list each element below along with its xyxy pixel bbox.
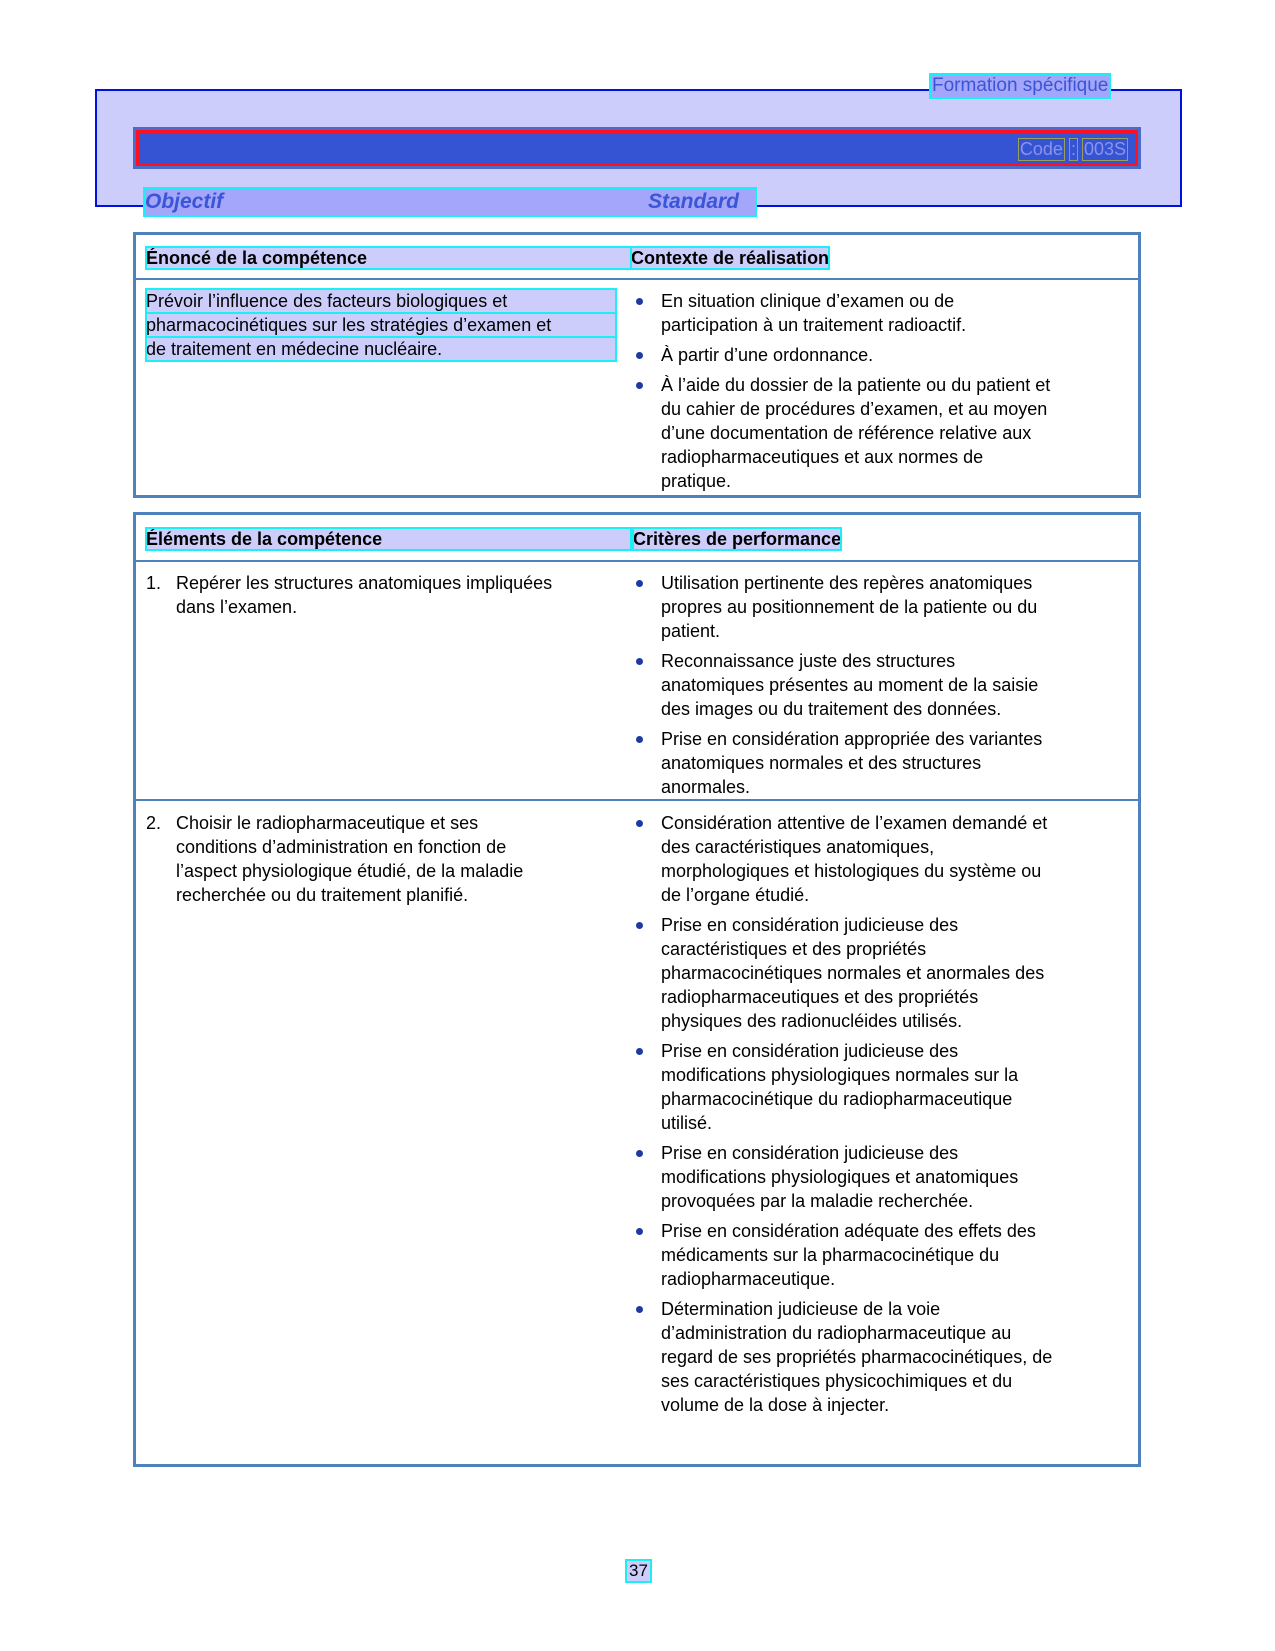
criterion-item <box>631 1039 1116 1135</box>
criterion-line: ses caractéristiques physicochimiques et du <box>661 1371 1013 1391</box>
criterion-line: pharmacocinétique du radiopharmaceutique <box>661 1089 1013 1109</box>
code-separator: : <box>1070 139 1076 159</box>
criterion-line: de l’organe étudié. <box>661 885 810 905</box>
criterion-item <box>631 1297 1116 1417</box>
statement-line: Prévoir l’influence des facteurs biologiques et <box>146 289 616 313</box>
elements-header: Éléments de la compétence <box>146 528 631 550</box>
criterion-line: caractéristiques et des propriétés <box>661 939 927 959</box>
elements-table-header <box>136 515 1138 562</box>
statement-table <box>133 232 1141 498</box>
context-line: À l’aide du dossier de la patiente ou du patient et <box>661 375 1051 395</box>
criterion-line: Prise en considération judicieuse des <box>661 1143 959 1163</box>
element-line: Repérer les structures anatomiques impliquées <box>176 573 553 593</box>
criterion-line: Prise en considération appropriée des variantes <box>661 729 1043 749</box>
criterion-line: radiopharmaceutiques et des propriétés <box>661 987 979 1007</box>
criterion-line: regard de ses propriétés pharmacocinétiques, de <box>661 1347 1053 1367</box>
context-line: participation à un traitement radioactif. <box>661 315 967 335</box>
element-line: Choisir le radiopharmaceutique et ses <box>176 813 479 833</box>
criterion-line: Considération attentive de l’examen demandé et <box>661 813 1048 833</box>
objective-standard-row <box>145 189 755 215</box>
criterion-line: provoquées par la maladie recherchée. <box>661 1191 974 1211</box>
criterion-line: Reconnaissance juste des structures <box>661 651 956 671</box>
element-line: l’aspect physiologique étudié, de la maladie <box>176 861 524 881</box>
criterion-line: des images ou du traitement des données. <box>661 699 1002 719</box>
criterion-item <box>631 1219 1116 1291</box>
context-line: À partir d’une ordonnance. <box>661 345 874 365</box>
criterion-item <box>631 727 1116 799</box>
competency-statement <box>146 289 616 361</box>
element-line: conditions d’administration en fonction de <box>176 837 507 857</box>
context-line: du cahier de procédures d’examen, et au moyen <box>661 399 1048 419</box>
context-item <box>631 373 1116 493</box>
context-line: d’une documentation de référence relative aux <box>661 423 1032 443</box>
statement-line: de traitement en médecine nucléaire. <box>146 337 616 361</box>
criteria-header: Critères de performance <box>633 529 842 549</box>
criterion-line: volume de la dose à injecter. <box>661 1395 890 1415</box>
statement-header: Énoncé de la compétence <box>146 247 631 269</box>
standard-heading: Standard <box>648 190 740 213</box>
criterion-line: radiopharmaceutique. <box>661 1269 836 1289</box>
criterion-item <box>631 649 1116 721</box>
criterion-item <box>631 1141 1116 1213</box>
criterion-line: anatomiques normales et des structures <box>661 753 982 773</box>
context-item <box>631 343 1116 367</box>
code-label: Code <box>1019 139 1063 159</box>
criterion-line: des caractéristiques anatomiques, <box>661 837 935 857</box>
criteria-list-1 <box>631 571 1116 805</box>
context-list <box>631 289 1116 499</box>
elements-table <box>133 512 1141 1467</box>
element-number: 2. <box>146 813 162 833</box>
criterion-line: Utilisation pertinente des repères anatomiques <box>661 573 1033 593</box>
code-banner <box>133 127 1141 169</box>
criterion-line: pharmacocinétiques normales et anormales des <box>661 963 1045 983</box>
statement-line: pharmacocinétiques sur les stratégies d’examen et <box>146 313 616 337</box>
context-line: En situation clinique d’examen ou de <box>661 291 955 311</box>
statement-table-header <box>136 235 1138 280</box>
criterion-line: anatomiques présentes au moment de la saisie <box>661 675 1039 695</box>
context-item <box>631 289 1116 337</box>
page-number: 37 <box>629 1561 648 1580</box>
element-number: 1. <box>146 573 162 593</box>
criterion-line: physiques des radionucléides utilisés. <box>661 1011 963 1031</box>
context-header: Contexte de réalisation <box>631 248 830 268</box>
row-divider <box>136 799 1138 801</box>
element-2 <box>146 811 616 907</box>
criterion-line: d’administration du radiopharmaceutique au <box>661 1323 1012 1343</box>
criterion-item <box>631 571 1116 643</box>
code-value: 003S <box>1083 139 1126 159</box>
program-title: Formation spécifique <box>932 75 1109 96</box>
element-line: recherchée ou du traitement planifié. <box>176 885 469 905</box>
criterion-line: Prise en considération judicieuse des <box>661 1041 959 1061</box>
criterion-line: Prise en considération judicieuse des <box>661 915 959 935</box>
criterion-line: Détermination judicieuse de la voie <box>661 1299 941 1319</box>
criterion-line: modifications physiologiques et anatomiques <box>661 1167 1019 1187</box>
criterion-line: propres au positionnement de la patiente ou du <box>661 597 1038 617</box>
code-banner-inner <box>136 130 1138 166</box>
criterion-line: patient. <box>661 621 721 641</box>
criterion-line: utilisé. <box>661 1113 713 1133</box>
element-line: dans l’examen. <box>176 597 298 617</box>
criterion-line: modifications physiologiques normales sur la <box>661 1065 1019 1085</box>
criterion-line: anormales. <box>661 777 751 797</box>
element-1 <box>146 571 616 619</box>
criterion-item <box>631 913 1116 1033</box>
criterion-item <box>631 811 1116 907</box>
course-code <box>1019 139 1127 160</box>
context-line: radiopharmaceutiques et aux normes de <box>661 447 984 467</box>
criteria-list-2 <box>631 811 1116 1423</box>
criterion-line: morphologiques et histologiques du système ou <box>661 861 1042 881</box>
criterion-line: Prise en considération adéquate des effets des <box>661 1221 1036 1241</box>
context-line: pratique. <box>661 471 732 491</box>
objective-heading: Objectif <box>145 190 224 213</box>
criterion-line: médicaments sur la pharmacocinétique du <box>661 1245 1000 1265</box>
